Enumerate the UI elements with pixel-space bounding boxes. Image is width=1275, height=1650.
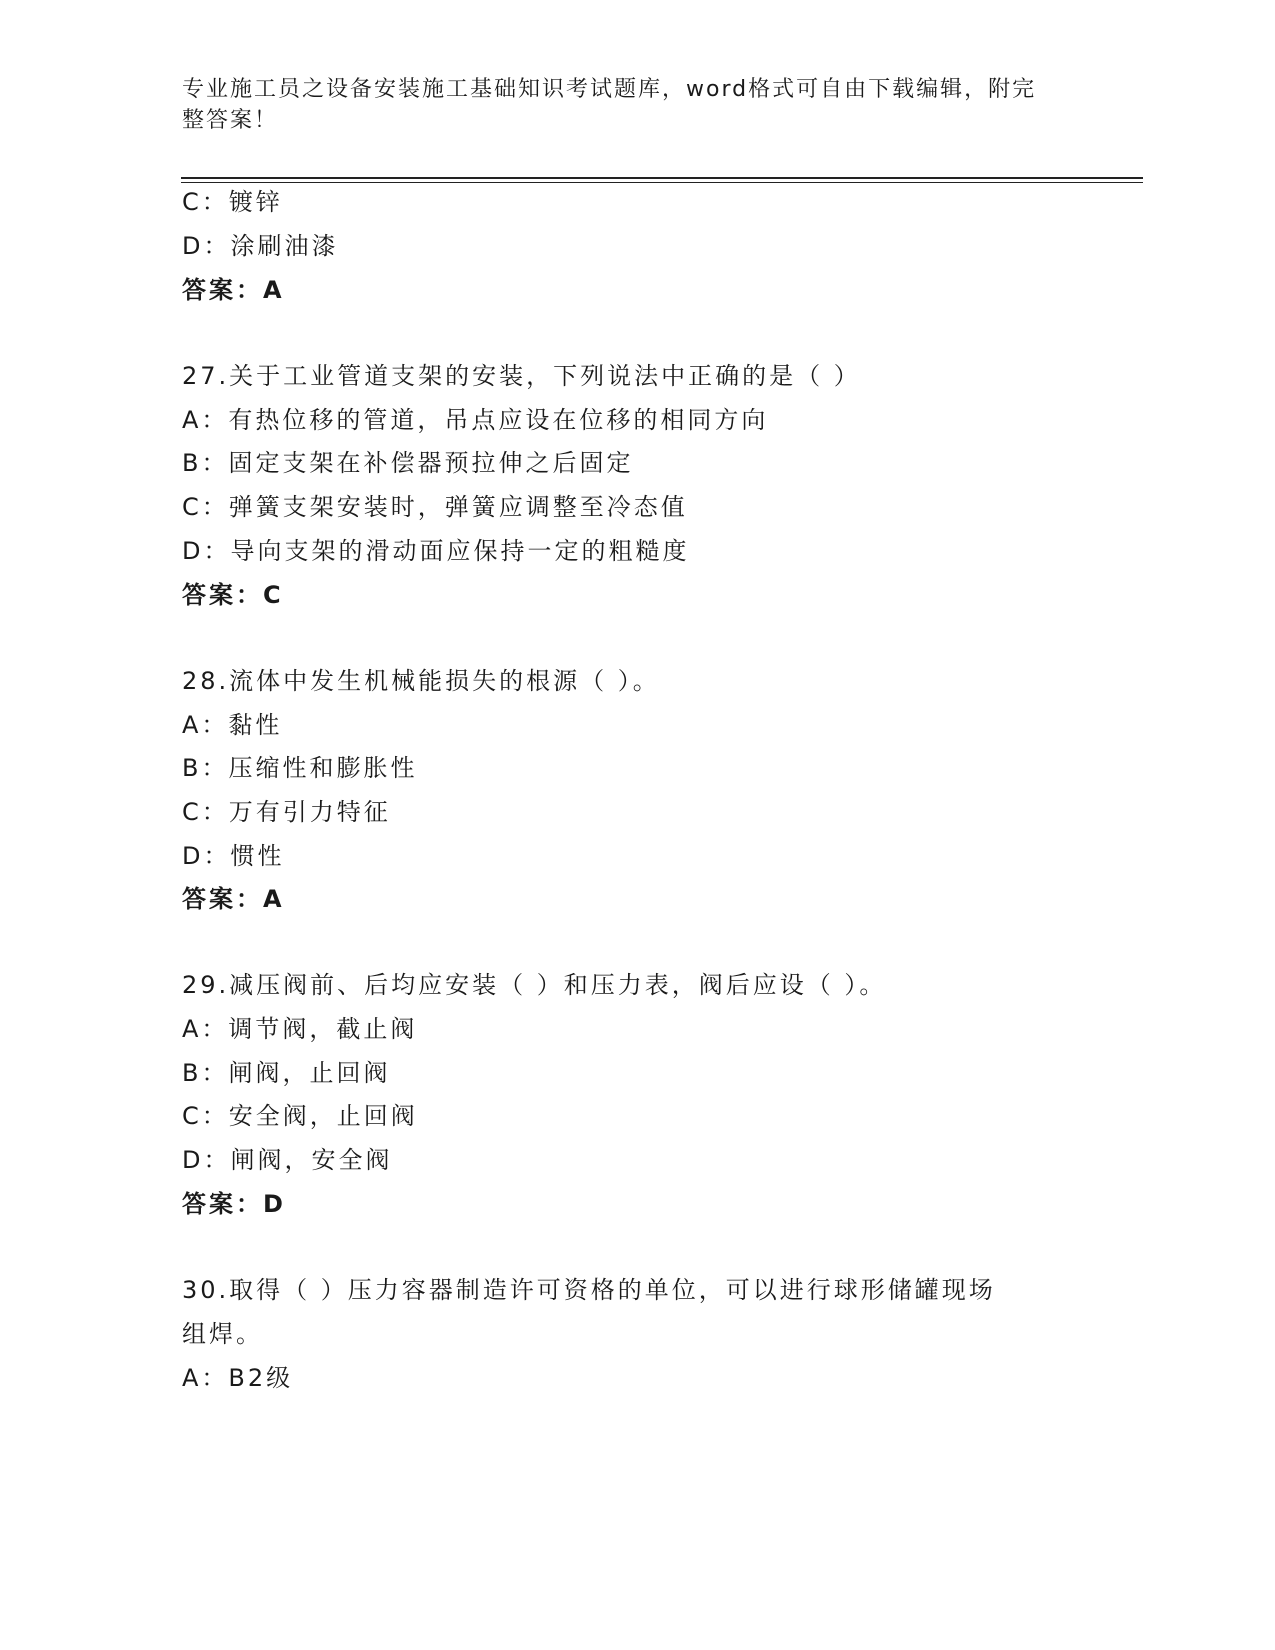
answer-text: 答案：D bbox=[182, 1190, 286, 1218]
option-c-text: C：万有引力特征 bbox=[182, 798, 391, 826]
option-d-text: D：导向支架的滑动面应保持一定的粗糙度 bbox=[182, 537, 690, 565]
option-d-text: D：闸阀，安全阀 bbox=[182, 1146, 393, 1174]
option-c-text: C：弹簧支架安装时，弹簧应调整至冷态值 bbox=[182, 493, 688, 521]
header-divider-thick bbox=[181, 177, 1143, 179]
option-c-text: C：镀锌 bbox=[182, 188, 283, 216]
question-30-text-line-2: 组焊。 bbox=[182, 1320, 263, 1348]
answer-text: 答案：A bbox=[182, 276, 285, 304]
option-a-text: A：黏性 bbox=[182, 711, 283, 739]
option-a-text: A：调节阀，截止阀 bbox=[182, 1015, 418, 1043]
option-b-text: B：压缩性和膨胀性 bbox=[182, 754, 418, 782]
option-b-text: B：闸阀，止回阀 bbox=[182, 1059, 391, 1087]
option-a-text: A：B2级 bbox=[182, 1364, 294, 1392]
option-c-text: C：安全阀，止回阀 bbox=[182, 1102, 418, 1130]
answer-text: 答案：A bbox=[182, 885, 285, 913]
option-a-text: A：有热位移的管道，吊点应设在位移的相同方向 bbox=[182, 406, 769, 434]
option-b-text: B：固定支架在补偿器预拉伸之后固定 bbox=[182, 449, 634, 477]
question-29-text: 29.减压阀前、后均应安装（ ）和压力表，阀后应设（ ）。 bbox=[182, 971, 887, 999]
option-d-text: D：惯性 bbox=[182, 842, 285, 870]
header-divider-thin bbox=[181, 182, 1143, 183]
answer-text: 答案：C bbox=[182, 581, 284, 609]
header-title-line-1: 专业施工员之设备安装施工基础知识考试题库，word格式可自由下载编辑，附完 bbox=[182, 77, 1037, 102]
question-28-text: 28.流体中发生机械能损失的根源（ ）。 bbox=[182, 667, 660, 695]
header-title-line-2: 整答案！ bbox=[182, 108, 279, 133]
document-header bbox=[182, 74, 1062, 136]
question-27-text: 27.关于工业管道支架的安装，下列说法中正确的是（ ） bbox=[182, 362, 861, 390]
option-d-text: D：涂刷油漆 bbox=[182, 232, 339, 260]
question-30-text-line-1: 30.取得（ ）压力容器制造许可资格的单位，可以进行球形储罐现场 bbox=[182, 1276, 996, 1304]
